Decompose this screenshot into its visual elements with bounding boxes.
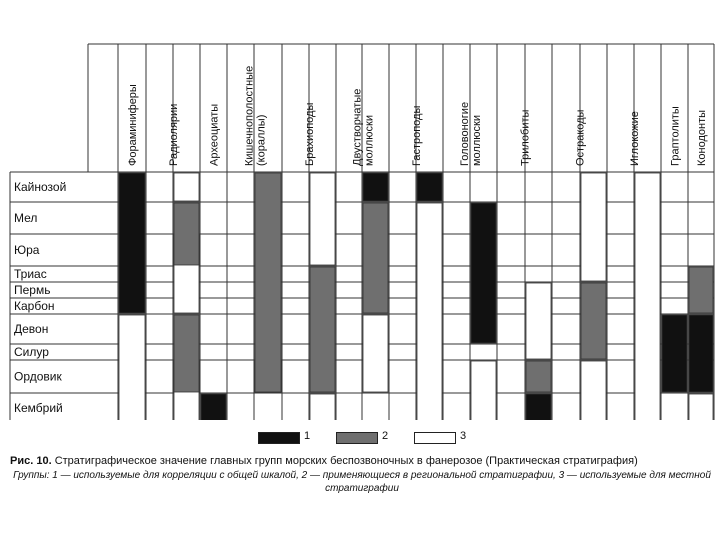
- period-label: Пермь: [14, 283, 51, 297]
- period-label: Силур: [14, 345, 49, 359]
- period-label: Кембрий: [14, 401, 63, 415]
- range-bar-12-type-3: [689, 394, 713, 420]
- legend-label-2: 2: [382, 430, 389, 442]
- range-bar-12-type-1: [689, 315, 713, 392]
- group-header: моллюски: [363, 115, 376, 166]
- period-label: Мел: [14, 211, 38, 225]
- group-header: Двустворчатые: [351, 88, 364, 166]
- range-bar-0-type-1: [119, 173, 145, 313]
- group-header: Археоциаты: [208, 103, 221, 166]
- range-bar-9-type-3: [581, 173, 606, 281]
- group-header: Гастроподы: [411, 105, 423, 166]
- range-bar-8-type-3: [526, 283, 551, 359]
- group-header: Конодонты: [696, 109, 708, 166]
- legend-swatch-2: [336, 432, 378, 444]
- legend-label-3: 3: [460, 430, 467, 442]
- period-label: Юра: [14, 243, 40, 257]
- range-bar-12-type-2: [689, 267, 713, 313]
- range-bar-4-type-3: [310, 394, 335, 420]
- figure-caption: [10, 454, 714, 495]
- range-bar-9-type-3: [581, 361, 606, 420]
- group-header: Радиолярии: [168, 103, 180, 166]
- period-label: Ордовик: [14, 369, 62, 384]
- range-bar-5-type-3: [363, 315, 388, 392]
- range-bar-8-type-1: [526, 394, 551, 420]
- group-header: моллюски: [471, 115, 483, 166]
- caption-number: Рис. 10.: [10, 455, 52, 467]
- range-bar-5-type-1: [363, 173, 388, 201]
- group-header: (кораллы): [255, 114, 268, 166]
- range-bar-1-type-2: [174, 203, 199, 265]
- range-bar-2-type-1: [201, 394, 226, 420]
- legend-label-1: 1: [304, 430, 311, 442]
- range-bar-6-type-3: [417, 203, 442, 420]
- range-bar-9-type-2: [581, 283, 606, 359]
- legend: [0, 428, 720, 448]
- legend-swatch-1: [258, 432, 300, 444]
- group-header: Брахиоподы: [304, 102, 316, 166]
- group-header: Кишечнополостные: [243, 65, 256, 166]
- range-bar-7-type-1: [471, 203, 496, 343]
- range-bar-0-type-3: [119, 315, 145, 420]
- group-header: Головоногие: [459, 101, 471, 166]
- group-header: Остракоды: [574, 109, 587, 166]
- range-bar-10-type-3: [635, 173, 660, 420]
- group-header: Иглокожие: [629, 111, 641, 166]
- range-bar-1-type-2: [174, 315, 199, 392]
- range-bar-5-type-2: [363, 203, 388, 313]
- group-header: Фораминиферы: [127, 84, 139, 166]
- period-label: Триас: [14, 267, 47, 281]
- period-label: Карбон: [14, 299, 55, 313]
- period-label: Девон: [14, 322, 49, 336]
- group-header: Граптолиты: [669, 106, 682, 166]
- range-bar-4-type-2: [310, 267, 335, 392]
- group-header: Трилобиты: [519, 109, 532, 166]
- range-bar-1-type-3: [174, 173, 199, 201]
- range-bar-8-type-2: [526, 361, 551, 392]
- legend-swatch-3: [414, 432, 456, 444]
- range-bar-4-type-3: [310, 173, 335, 265]
- caption-note: Группы: 1 — используемые для корреляции с общей шкалой, 2 — применяющиеся в региональной стратиграфии, 3 — используемые для местной стратиграфии: [13, 470, 711, 494]
- range-bar-6-type-1: [417, 173, 442, 201]
- range-bar-7-type-3: [471, 361, 496, 420]
- period-label: Кайнозой: [14, 180, 67, 194]
- range-bar-3-type-2: [255, 173, 281, 392]
- range-bar-11-type-1: [662, 315, 687, 392]
- caption-text: Стратиграфическое значение главных групп морских беспозвоночных в фанерозое (Практическая стратиграфия): [54, 455, 638, 467]
